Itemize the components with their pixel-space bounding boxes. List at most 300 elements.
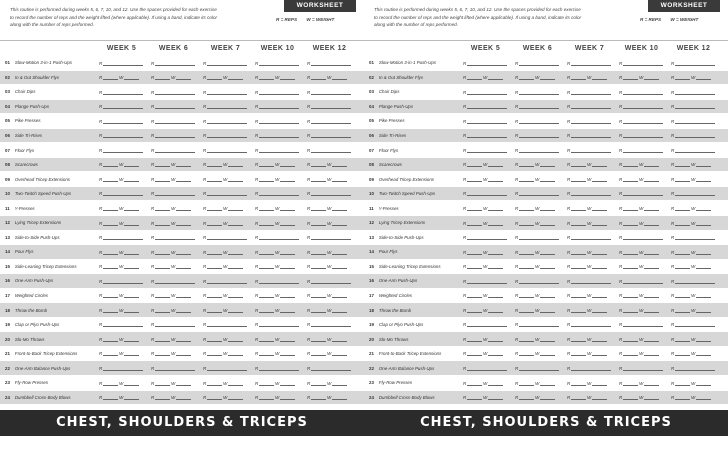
reps-entry-line[interactable] [207,295,222,298]
log-cell[interactable] [200,391,252,405]
log-cell[interactable] [512,172,564,186]
log-cell[interactable] [148,289,200,303]
reps-entry-line[interactable] [207,150,247,153]
log-cell[interactable] [96,332,148,346]
reps-entry-line[interactable] [623,324,663,327]
log-cell[interactable] [460,376,512,390]
log-cell[interactable] [512,100,564,114]
log-cell[interactable] [304,158,356,172]
reps-entry-line[interactable] [259,179,274,182]
log-cell[interactable] [96,231,148,245]
log-cell[interactable] [148,260,200,274]
reps-entry-line[interactable] [675,121,715,124]
weight-entry-line[interactable] [696,266,711,269]
log-cell[interactable] [668,231,720,245]
reps-entry-line[interactable] [467,164,482,167]
log-cell[interactable] [512,245,564,259]
reps-entry-line[interactable] [155,353,170,356]
log-cell[interactable] [564,201,616,215]
log-cell[interactable] [148,56,200,70]
reps-entry-line[interactable] [311,383,326,386]
weight-entry-line[interactable] [280,77,295,80]
log-cell[interactable] [252,201,304,215]
reps-entry-line[interactable] [675,193,715,196]
log-cell[interactable] [512,114,564,128]
weight-entry-line[interactable] [124,266,139,269]
weight-entry-line[interactable] [124,383,139,386]
log-cell[interactable] [460,318,512,332]
log-cell[interactable] [148,391,200,405]
log-cell[interactable] [512,158,564,172]
log-cell[interactable] [304,361,356,375]
reps-entry-line[interactable] [155,339,170,342]
weight-entry-line[interactable] [540,179,555,182]
log-cell[interactable] [304,216,356,230]
log-cell[interactable] [512,231,564,245]
weight-entry-line[interactable] [592,252,607,255]
weight-entry-line[interactable] [332,383,347,386]
reps-entry-line[interactable] [311,193,351,196]
weight-entry-line[interactable] [644,266,659,269]
log-cell[interactable] [668,376,720,390]
reps-entry-line[interactable] [675,63,715,66]
reps-entry-line[interactable] [207,164,222,167]
reps-entry-line[interactable] [207,397,222,400]
reps-entry-line[interactable] [259,310,274,313]
log-cell[interactable] [616,260,668,274]
log-cell[interactable] [148,158,200,172]
reps-entry-line[interactable] [675,339,690,342]
reps-entry-line[interactable] [207,121,247,124]
reps-entry-line[interactable] [571,339,586,342]
weight-entry-line[interactable] [696,223,711,226]
log-cell[interactable] [200,71,252,85]
reps-entry-line[interactable] [259,252,274,255]
reps-entry-line[interactable] [571,223,586,226]
log-cell[interactable] [564,216,616,230]
weight-entry-line[interactable] [124,397,139,400]
log-cell[interactable] [252,100,304,114]
reps-entry-line[interactable] [571,324,611,327]
weight-entry-line[interactable] [592,164,607,167]
log-cell[interactable] [148,361,200,375]
reps-entry-line[interactable] [519,150,559,153]
log-cell[interactable] [148,216,200,230]
reps-entry-line[interactable] [571,164,586,167]
log-cell[interactable] [200,56,252,70]
reps-entry-line[interactable] [155,368,195,371]
reps-entry-line[interactable] [467,353,482,356]
weight-entry-line[interactable] [228,164,243,167]
reps-entry-line[interactable] [311,353,326,356]
reps-entry-line[interactable] [519,397,534,400]
log-cell[interactable] [512,143,564,157]
log-cell[interactable] [96,260,148,274]
reps-entry-line[interactable] [571,368,611,371]
reps-entry-line[interactable] [675,208,690,211]
log-cell[interactable] [564,85,616,99]
log-cell[interactable] [616,231,668,245]
reps-entry-line[interactable] [519,281,559,284]
reps-entry-line[interactable] [311,179,326,182]
reps-entry-line[interactable] [155,383,170,386]
weight-entry-line[interactable] [540,223,555,226]
log-cell[interactable] [148,85,200,99]
log-cell[interactable] [200,172,252,186]
log-cell[interactable] [668,158,720,172]
reps-entry-line[interactable] [207,63,247,66]
weight-entry-line[interactable] [332,223,347,226]
reps-entry-line[interactable] [207,383,222,386]
reps-entry-line[interactable] [207,266,222,269]
weight-entry-line[interactable] [644,383,659,386]
reps-entry-line[interactable] [623,237,663,240]
log-cell[interactable] [304,100,356,114]
log-cell[interactable] [564,114,616,128]
weight-entry-line[interactable] [228,179,243,182]
reps-entry-line[interactable] [103,92,143,95]
log-cell[interactable] [460,187,512,201]
reps-entry-line[interactable] [675,237,715,240]
weight-entry-line[interactable] [696,164,711,167]
log-cell[interactable] [252,260,304,274]
log-cell[interactable] [304,172,356,186]
log-cell[interactable] [96,318,148,332]
log-cell[interactable] [200,245,252,259]
weight-entry-line[interactable] [228,77,243,80]
log-cell[interactable] [512,274,564,288]
reps-entry-line[interactable] [675,150,715,153]
weight-entry-line[interactable] [280,252,295,255]
weight-entry-line[interactable] [540,266,555,269]
log-cell[interactable] [252,289,304,303]
reps-entry-line[interactable] [207,223,222,226]
log-cell[interactable] [96,361,148,375]
weight-entry-line[interactable] [488,310,503,313]
weight-entry-line[interactable] [488,179,503,182]
log-cell[interactable] [564,143,616,157]
reps-entry-line[interactable] [519,383,534,386]
reps-entry-line[interactable] [675,266,690,269]
weight-entry-line[interactable] [228,310,243,313]
reps-entry-line[interactable] [675,324,715,327]
weight-entry-line[interactable] [228,397,243,400]
reps-entry-line[interactable] [103,397,118,400]
log-cell[interactable] [304,143,356,157]
reps-entry-line[interactable] [467,135,507,138]
weight-entry-line[interactable] [176,353,191,356]
weight-entry-line[interactable] [696,77,711,80]
weight-entry-line[interactable] [696,383,711,386]
log-cell[interactable] [96,114,148,128]
log-cell[interactable] [668,129,720,143]
weight-entry-line[interactable] [332,397,347,400]
reps-entry-line[interactable] [519,353,534,356]
log-cell[interactable] [148,114,200,128]
log-cell[interactable] [460,71,512,85]
log-cell[interactable] [512,361,564,375]
reps-entry-line[interactable] [571,179,586,182]
log-cell[interactable] [252,56,304,70]
reps-entry-line[interactable] [467,150,507,153]
weight-entry-line[interactable] [644,77,659,80]
log-cell[interactable] [460,231,512,245]
log-cell[interactable] [512,85,564,99]
reps-entry-line[interactable] [259,237,299,240]
weight-entry-line[interactable] [124,339,139,342]
reps-entry-line[interactable] [155,208,170,211]
reps-entry-line[interactable] [623,310,638,313]
weight-entry-line[interactable] [176,223,191,226]
reps-entry-line[interactable] [467,63,507,66]
reps-entry-line[interactable] [467,237,507,240]
reps-entry-line[interactable] [519,266,534,269]
log-cell[interactable] [200,376,252,390]
log-cell[interactable] [200,231,252,245]
log-cell[interactable] [616,114,668,128]
reps-entry-line[interactable] [467,310,482,313]
weight-entry-line[interactable] [696,397,711,400]
reps-entry-line[interactable] [519,223,534,226]
weight-entry-line[interactable] [332,164,347,167]
reps-entry-line[interactable] [519,339,534,342]
reps-entry-line[interactable] [623,121,663,124]
reps-entry-line[interactable] [519,164,534,167]
reps-entry-line[interactable] [207,92,247,95]
log-cell[interactable] [564,100,616,114]
reps-entry-line[interactable] [519,324,559,327]
log-cell[interactable] [200,303,252,317]
reps-entry-line[interactable] [103,266,118,269]
log-cell[interactable] [616,289,668,303]
reps-entry-line[interactable] [103,310,118,313]
log-cell[interactable] [460,303,512,317]
weight-entry-line[interactable] [488,77,503,80]
reps-entry-line[interactable] [571,63,611,66]
weight-entry-line[interactable] [280,353,295,356]
weight-entry-line[interactable] [124,208,139,211]
log-cell[interactable] [564,303,616,317]
reps-entry-line[interactable] [623,106,663,109]
reps-entry-line[interactable] [675,223,690,226]
log-cell[interactable] [668,303,720,317]
reps-entry-line[interactable] [103,339,118,342]
log-cell[interactable] [96,391,148,405]
reps-entry-line[interactable] [311,266,326,269]
reps-entry-line[interactable] [103,223,118,226]
reps-entry-line[interactable] [571,383,586,386]
weight-entry-line[interactable] [280,266,295,269]
reps-entry-line[interactable] [311,295,326,298]
weight-entry-line[interactable] [488,383,503,386]
reps-entry-line[interactable] [623,252,638,255]
reps-entry-line[interactable] [519,121,559,124]
reps-entry-line[interactable] [311,310,326,313]
log-cell[interactable] [512,216,564,230]
reps-entry-line[interactable] [571,237,611,240]
reps-entry-line[interactable] [467,368,507,371]
reps-entry-line[interactable] [623,339,638,342]
log-cell[interactable] [252,361,304,375]
reps-entry-line[interactable] [675,383,690,386]
reps-entry-line[interactable] [571,310,586,313]
reps-entry-line[interactable] [623,368,663,371]
reps-entry-line[interactable] [675,135,715,138]
reps-entry-line[interactable] [311,324,351,327]
weight-entry-line[interactable] [280,339,295,342]
log-cell[interactable] [668,85,720,99]
log-cell[interactable] [616,143,668,157]
weight-entry-line[interactable] [176,383,191,386]
weight-entry-line[interactable] [488,266,503,269]
weight-entry-line[interactable] [696,208,711,211]
weight-entry-line[interactable] [176,310,191,313]
log-cell[interactable] [252,158,304,172]
log-cell[interactable] [564,158,616,172]
log-cell[interactable] [304,274,356,288]
reps-entry-line[interactable] [311,397,326,400]
weight-entry-line[interactable] [488,208,503,211]
reps-entry-line[interactable] [311,368,351,371]
log-cell[interactable] [616,347,668,361]
log-cell[interactable] [96,85,148,99]
reps-entry-line[interactable] [155,310,170,313]
reps-entry-line[interactable] [519,368,559,371]
log-cell[interactable] [460,274,512,288]
weight-entry-line[interactable] [592,339,607,342]
log-cell[interactable] [512,201,564,215]
weight-entry-line[interactable] [488,295,503,298]
weight-entry-line[interactable] [696,295,711,298]
reps-entry-line[interactable] [103,252,118,255]
reps-entry-line[interactable] [103,121,143,124]
log-cell[interactable] [564,187,616,201]
weight-entry-line[interactable] [488,223,503,226]
weight-entry-line[interactable] [644,208,659,211]
weight-entry-line[interactable] [592,179,607,182]
reps-entry-line[interactable] [623,397,638,400]
reps-entry-line[interactable] [311,237,351,240]
log-cell[interactable] [96,143,148,157]
reps-entry-line[interactable] [467,397,482,400]
reps-entry-line[interactable] [103,208,118,211]
weight-entry-line[interactable] [488,339,503,342]
weight-entry-line[interactable] [696,310,711,313]
reps-entry-line[interactable] [259,223,274,226]
log-cell[interactable] [616,158,668,172]
log-cell[interactable] [512,289,564,303]
weight-entry-line[interactable] [488,252,503,255]
reps-entry-line[interactable] [207,310,222,313]
log-cell[interactable] [96,56,148,70]
log-cell[interactable] [304,391,356,405]
weight-entry-line[interactable] [124,77,139,80]
reps-entry-line[interactable] [207,339,222,342]
weight-entry-line[interactable] [332,77,347,80]
weight-entry-line[interactable] [332,339,347,342]
weight-entry-line[interactable] [332,179,347,182]
log-cell[interactable] [668,361,720,375]
weight-entry-line[interactable] [176,252,191,255]
weight-entry-line[interactable] [280,179,295,182]
reps-entry-line[interactable] [623,135,663,138]
weight-entry-line[interactable] [540,252,555,255]
reps-entry-line[interactable] [103,164,118,167]
log-cell[interactable] [96,289,148,303]
log-cell[interactable] [304,71,356,85]
reps-entry-line[interactable] [103,106,143,109]
log-cell[interactable] [512,260,564,274]
reps-entry-line[interactable] [467,295,482,298]
reps-entry-line[interactable] [519,179,534,182]
reps-entry-line[interactable] [519,135,559,138]
reps-entry-line[interactable] [675,252,690,255]
weight-entry-line[interactable] [124,310,139,313]
log-cell[interactable] [460,143,512,157]
log-cell[interactable] [252,391,304,405]
weight-entry-line[interactable] [124,252,139,255]
log-cell[interactable] [148,332,200,346]
reps-entry-line[interactable] [259,339,274,342]
weight-entry-line[interactable] [644,310,659,313]
reps-entry-line[interactable] [675,310,690,313]
log-cell[interactable] [616,318,668,332]
log-cell[interactable] [668,391,720,405]
log-cell[interactable] [148,129,200,143]
log-cell[interactable] [616,187,668,201]
log-cell[interactable] [564,289,616,303]
weight-entry-line[interactable] [228,353,243,356]
log-cell[interactable] [200,187,252,201]
reps-entry-line[interactable] [103,295,118,298]
reps-entry-line[interactable] [675,353,690,356]
reps-entry-line[interactable] [571,353,586,356]
log-cell[interactable] [460,361,512,375]
reps-entry-line[interactable] [259,150,299,153]
log-cell[interactable] [96,376,148,390]
reps-entry-line[interactable] [519,193,559,196]
weight-entry-line[interactable] [176,77,191,80]
reps-entry-line[interactable] [103,63,143,66]
reps-entry-line[interactable] [311,92,351,95]
reps-entry-line[interactable] [519,92,559,95]
reps-entry-line[interactable] [155,252,170,255]
weight-entry-line[interactable] [488,164,503,167]
log-cell[interactable] [200,216,252,230]
reps-entry-line[interactable] [207,237,247,240]
reps-entry-line[interactable] [467,383,482,386]
log-cell[interactable] [616,129,668,143]
log-cell[interactable] [460,56,512,70]
log-cell[interactable] [148,172,200,186]
reps-entry-line[interactable] [259,266,274,269]
weight-entry-line[interactable] [540,383,555,386]
log-cell[interactable] [616,376,668,390]
log-cell[interactable] [304,303,356,317]
reps-entry-line[interactable] [311,208,326,211]
weight-entry-line[interactable] [488,353,503,356]
weight-entry-line[interactable] [540,339,555,342]
reps-entry-line[interactable] [155,63,195,66]
weight-entry-line[interactable] [540,208,555,211]
weight-entry-line[interactable] [540,397,555,400]
reps-entry-line[interactable] [571,150,611,153]
reps-entry-line[interactable] [623,63,663,66]
reps-entry-line[interactable] [259,121,299,124]
weight-entry-line[interactable] [696,339,711,342]
log-cell[interactable] [616,274,668,288]
reps-entry-line[interactable] [259,324,299,327]
